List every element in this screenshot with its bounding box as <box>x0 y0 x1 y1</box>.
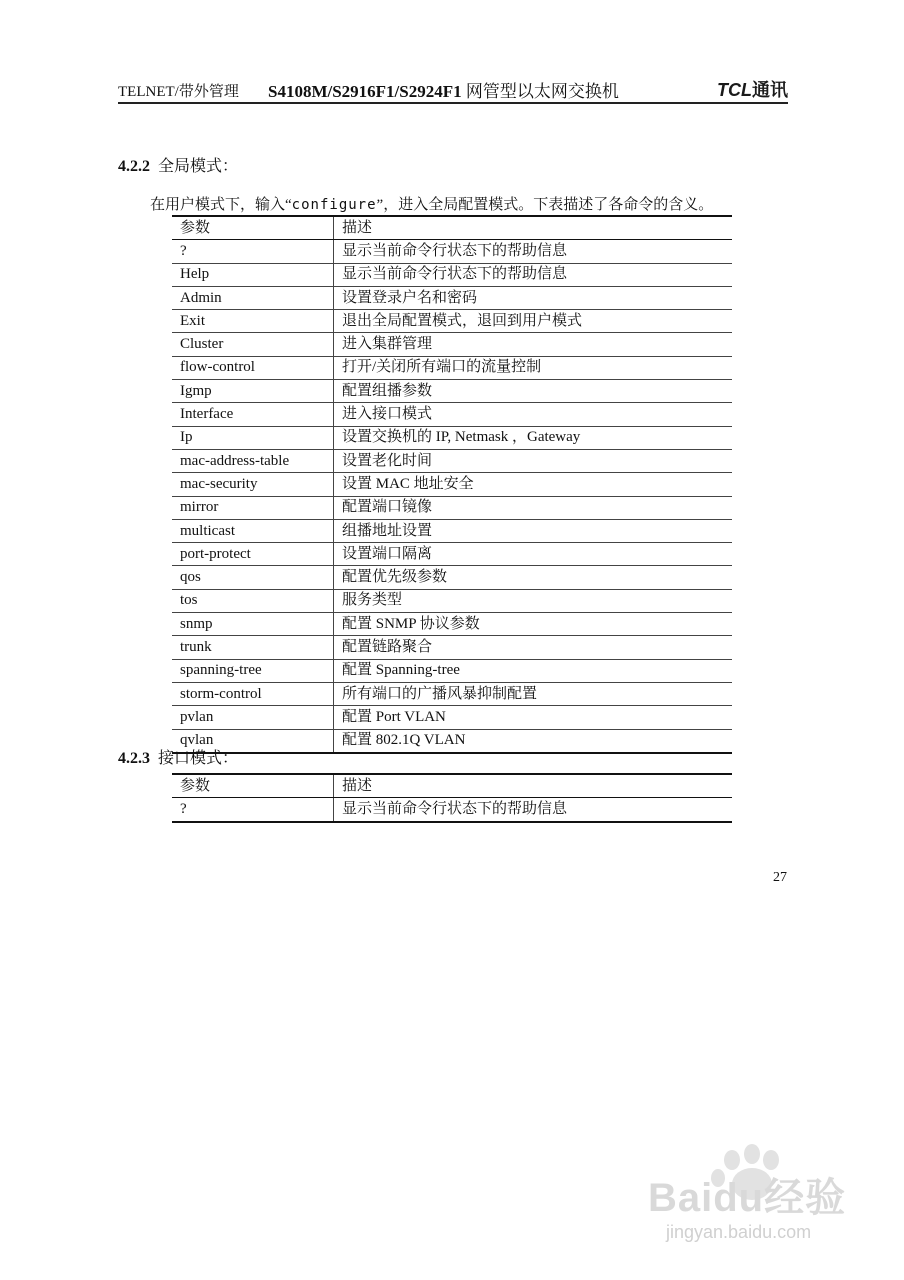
command-cell: qos <box>172 566 334 589</box>
table-row <box>172 263 732 286</box>
header-model: S4108M/S2916F1/S2924F1 <box>268 82 462 101</box>
description-cell: 配置 Port VLAN <box>334 706 733 729</box>
header-description: 描述 <box>334 774 733 798</box>
intro-paragraph <box>150 193 713 214</box>
table-row <box>172 380 732 403</box>
table-row <box>172 706 732 729</box>
table-row <box>172 589 732 612</box>
command-cell: mirror <box>172 496 334 519</box>
intro-before: 在用户模式下，输入“ <box>150 197 292 213</box>
table-row <box>172 543 732 566</box>
command-cell: Admin <box>172 286 334 309</box>
table-row <box>172 286 732 309</box>
section-heading-interface <box>118 745 238 768</box>
section-number: 4.2.2 <box>118 158 150 175</box>
interface-mode-command-table <box>172 773 732 823</box>
description-cell: 设置老化时间 <box>334 449 733 472</box>
page-number: 27 <box>773 870 787 885</box>
command-cell: Igmp <box>172 380 334 403</box>
description-cell: 显示当前命令行状态下的帮助信息 <box>334 263 733 286</box>
table-row <box>172 729 732 753</box>
command-cell: ? <box>172 240 334 263</box>
intro-after: ”，进入全局配置模式。下表描述了各命令的含义。 <box>376 197 714 213</box>
header-description: 描述 <box>334 216 733 240</box>
global-mode-command-table <box>172 215 732 754</box>
description-cell: 设置登录户名和密码 <box>334 286 733 309</box>
command-cell: mac-address-table <box>172 449 334 472</box>
table-row <box>172 636 732 659</box>
description-cell: 组播地址设置 <box>334 519 733 542</box>
description-cell: 配置 802.1Q VLAN <box>334 729 733 753</box>
command-cell: mac-security <box>172 473 334 496</box>
description-cell: 进入接口模式 <box>334 403 733 426</box>
header-product-title <box>268 77 619 102</box>
command-cell: ? <box>172 798 334 822</box>
description-cell: 服务类型 <box>334 589 733 612</box>
table-row <box>172 240 732 263</box>
tcl-logo <box>717 76 788 102</box>
page-header <box>118 76 788 104</box>
description-cell: 所有端口的广播风暴抑制配置 <box>334 682 733 705</box>
description-cell: 设置 MAC 地址安全 <box>334 473 733 496</box>
header-parameter: 参数 <box>172 216 334 240</box>
description-cell: 配置优先级参数 <box>334 566 733 589</box>
header-parameter: 参数 <box>172 774 334 798</box>
intro-command: configure <box>291 197 377 213</box>
table-row <box>172 473 732 496</box>
description-cell: 显示当前命令行状态下的帮助信息 <box>334 240 733 263</box>
description-cell: 配置组播参数 <box>334 380 733 403</box>
table-row <box>172 333 732 356</box>
table-header-row <box>172 774 732 798</box>
command-cell: trunk <box>172 636 334 659</box>
section-heading-global <box>118 153 238 176</box>
watermark-url: jingyan.baidu.com <box>666 1222 812 1242</box>
section-number: 4.2.3 <box>118 750 150 767</box>
command-cell: flow-control <box>172 356 334 379</box>
table-row <box>172 496 732 519</box>
table-row <box>172 613 732 636</box>
table-header-row <box>172 216 732 240</box>
table-row <box>172 403 732 426</box>
description-cell: 配置链路聚合 <box>334 636 733 659</box>
description-cell: 设置交换机的 IP, Netmask ，Gateway <box>334 426 733 449</box>
logo-tcl-text: TCL <box>717 80 752 100</box>
watermark-brand: Baidu经验 <box>648 1176 847 1220</box>
description-cell: 退出全局配置模式，退回到用户模式 <box>334 310 733 333</box>
command-cell: Help <box>172 263 334 286</box>
description-cell: 配置 SNMP 协议参数 <box>334 613 733 636</box>
table-row <box>172 682 732 705</box>
section-title: 接口模式： <box>158 750 239 767</box>
command-cell: multicast <box>172 519 334 542</box>
command-cell: Exit <box>172 310 334 333</box>
header-section-label: TELNET/带外管理 <box>118 84 239 100</box>
table-row <box>172 426 732 449</box>
command-cell: port-protect <box>172 543 334 566</box>
table-row <box>172 798 732 822</box>
command-cell: spanning-tree <box>172 659 334 682</box>
command-cell: storm-control <box>172 682 334 705</box>
command-cell: Cluster <box>172 333 334 356</box>
command-cell: pvlan <box>172 706 334 729</box>
header-product: 网管型以太网交换机 <box>465 82 619 101</box>
command-cell: Ip <box>172 426 334 449</box>
table-row <box>172 659 732 682</box>
command-cell: qvlan <box>172 729 334 753</box>
command-cell: snmp <box>172 613 334 636</box>
description-cell: 配置端口镜像 <box>334 496 733 519</box>
table-row <box>172 310 732 333</box>
description-cell: 进入集群管理 <box>334 333 733 356</box>
description-cell: 配置 Spanning-tree <box>334 659 733 682</box>
command-cell: tos <box>172 589 334 612</box>
description-cell: 打开/关闭所有端口的流量控制 <box>334 356 733 379</box>
table-row <box>172 519 732 542</box>
section-title: 全局模式： <box>158 158 239 175</box>
command-cell: Interface <box>172 403 334 426</box>
table-row <box>172 356 732 379</box>
table-row <box>172 566 732 589</box>
description-cell: 显示当前命令行状态下的帮助信息 <box>334 798 733 822</box>
description-cell: 设置端口隔离 <box>334 543 733 566</box>
table-row <box>172 449 732 472</box>
logo-tongxun-text: 通讯 <box>752 80 788 100</box>
